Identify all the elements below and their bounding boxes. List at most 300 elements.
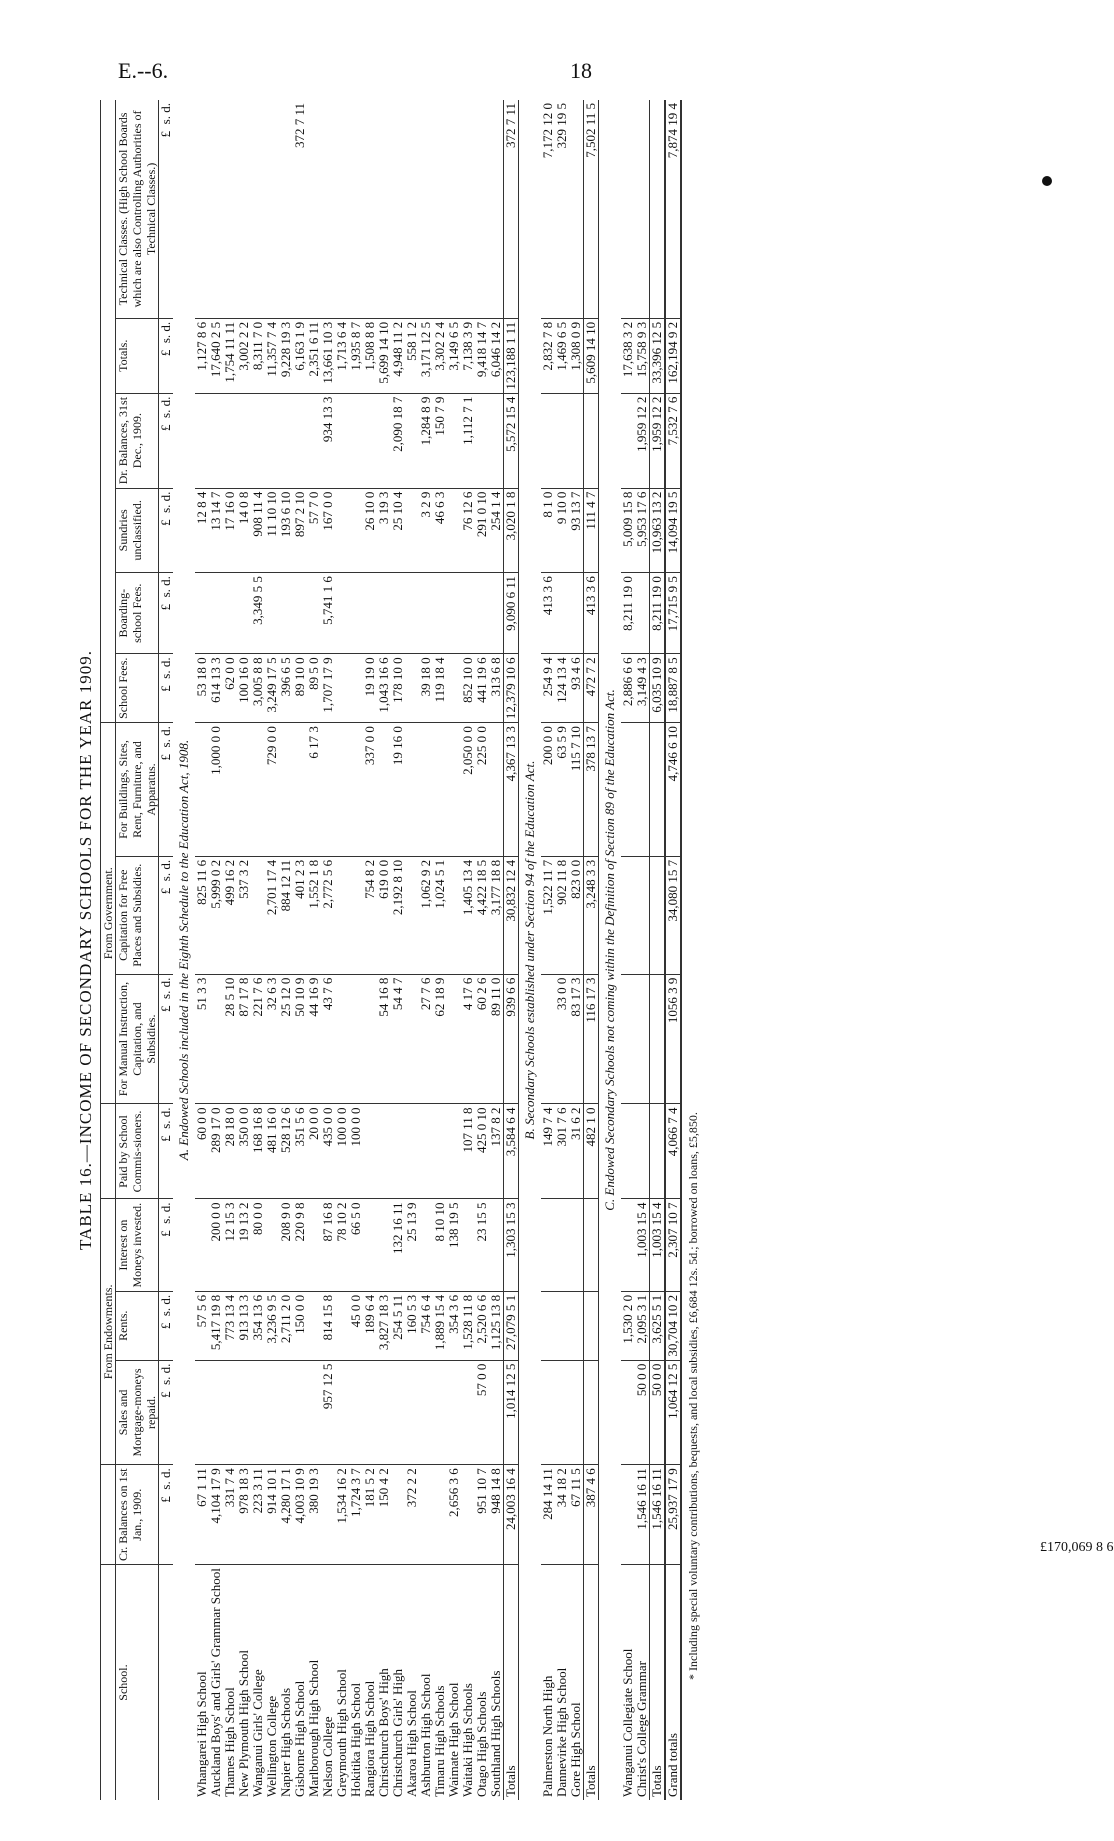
overall-total: £170,069 8 6 — [1040, 1540, 1114, 1555]
amount-cell: 178 10 0 — [391, 654, 405, 723]
amount-cell: 225 0 0 — [475, 723, 489, 857]
amount-cell — [209, 1360, 223, 1465]
amount-cell: 14 0 8 — [237, 488, 251, 573]
amount-cell — [584, 1360, 599, 1465]
amount-cell: 8,311 7 0 — [251, 318, 265, 393]
amount-cell — [307, 573, 321, 654]
amount-cell: 200 0 0 — [541, 723, 555, 857]
amount-cell — [391, 1360, 405, 1465]
amount-cell — [584, 1291, 599, 1360]
amount-cell: 1,530 2 0 — [621, 1291, 635, 1360]
amount-cell: 1,003 15 4 — [635, 1199, 650, 1291]
amount-cell — [195, 573, 209, 654]
amount-cell: 27 7 6 — [419, 974, 433, 1104]
amount-cell — [321, 1465, 335, 1565]
amount-cell — [293, 723, 307, 857]
amount-cell — [293, 1360, 307, 1465]
school-name: Palmerston North High — [540, 1675, 555, 1797]
amount-cell — [307, 1291, 321, 1360]
amount-cell: 76 12 6 — [461, 488, 475, 573]
amount-cell: 3,177 18 8 — [489, 856, 504, 974]
amount-cell — [621, 1104, 635, 1199]
amount-cell — [195, 1199, 209, 1291]
amount-cell: 773 13 4 — [223, 1291, 237, 1360]
amount-cell: 913 13 3 — [237, 1291, 251, 1360]
unit-label: £ s. d. — [159, 974, 174, 1104]
amount-cell: 25 12 0 — [279, 974, 293, 1104]
school-name: Marlborough High School — [306, 1659, 321, 1797]
amount-cell — [433, 573, 447, 654]
amount-cell: 12 15 3 — [223, 1199, 237, 1291]
amount-cell — [251, 1360, 265, 1465]
amount-cell — [447, 654, 461, 723]
amount-cell: 13,661 10 3 — [321, 318, 335, 393]
amount-cell: 729 0 0 — [265, 723, 279, 857]
amount-cell — [391, 100, 405, 318]
amount-cell — [251, 393, 265, 488]
amount-cell — [335, 723, 349, 857]
unit-label: £ s. d. — [159, 1104, 174, 1199]
amount-cell: 254 1 4 — [489, 488, 504, 573]
table-row — [349, 100, 363, 1800]
amount-cell: 1,754 11 11 — [223, 318, 237, 393]
amount-cell: 619 0 0 — [377, 856, 391, 974]
amount-cell: 2,192 8 10 — [391, 856, 405, 974]
amount-cell: 1,043 16 6 — [377, 654, 391, 723]
amount-cell: 291 0 10 — [475, 488, 489, 573]
group-blank — [101, 1104, 116, 1199]
amount-cell — [621, 974, 635, 1104]
amount-cell — [209, 100, 223, 318]
amount-cell: 2,095 3 1 — [635, 1291, 650, 1360]
school-name: Waitaki High Schools — [460, 1683, 475, 1797]
amount-cell: 6,035 10 9 — [650, 654, 666, 723]
amount-cell — [195, 393, 209, 488]
amount-cell: 93 13 7 — [569, 488, 584, 573]
amount-cell — [419, 723, 433, 857]
amount-cell: 100 0 0 — [335, 1104, 349, 1199]
group-blank — [101, 100, 116, 723]
amount-cell: 124 13 4 — [555, 654, 569, 723]
amount-cell: 111 4 7 — [584, 488, 599, 573]
amount-cell — [405, 974, 419, 1104]
amount-cell — [335, 1360, 349, 1465]
amount-cell: 1,127 8 6 — [195, 318, 209, 393]
amount-cell: 3,020 1 8 — [504, 488, 519, 573]
footnote: * Including special voluntary contributions, bequests, and local subsidies, £6,684 12s. 5d.; borrowed on loans, £5,850. — [686, 1112, 700, 1680]
amount-cell — [433, 1465, 447, 1565]
amount-cell: 934 13 3 — [321, 393, 335, 488]
unit-label: £ s. d. — [159, 100, 174, 318]
amount-cell: 852 10 0 — [461, 654, 475, 723]
table-row — [541, 100, 555, 1800]
amount-cell — [635, 856, 650, 974]
amount-cell: 57 5 6 — [195, 1291, 209, 1360]
amount-cell: 413 3 6 — [541, 573, 555, 654]
amount-cell: 372 2 2 — [405, 1465, 419, 1565]
amount-cell — [475, 100, 489, 318]
amount-cell: 20 0 0 — [307, 1104, 321, 1199]
amount-cell — [419, 1360, 433, 1465]
school-name: Auckland Boys' and Girls' Grammar School — [208, 1568, 223, 1797]
amount-cell — [569, 1360, 584, 1465]
amount-cell — [335, 1291, 349, 1360]
amount-cell — [251, 856, 265, 974]
amount-cell — [251, 723, 265, 857]
school-name: Greymouth High School — [334, 1669, 349, 1797]
amount-cell: 3,249 17 5 — [265, 654, 279, 723]
amount-cell: 4,948 11 2 — [391, 318, 405, 393]
school-name: Christ's College Grammar — [634, 1661, 649, 1797]
group-government: From Government. — [101, 723, 116, 1104]
amount-cell — [541, 393, 555, 488]
table-title: TABLE 16.—INCOME OF SECONDARY SCHOOLS FOR THE YEAR 1909. — [76, 650, 95, 1250]
amount-cell: 167 0 0 — [321, 488, 335, 573]
school-name: Totals — [650, 1565, 666, 1800]
amount-cell: 1,405 13 4 — [461, 856, 475, 974]
amount-cell — [349, 1360, 363, 1465]
school-name: Wanganui Girls' College — [250, 1669, 265, 1797]
amount-cell: 93 4 6 — [569, 654, 584, 723]
amount-cell: 2,050 0 0 — [461, 723, 475, 857]
amount-cell — [335, 393, 349, 488]
amount-cell: 137 8 2 — [489, 1104, 504, 1199]
amount-cell: 3 2 9 — [419, 488, 433, 573]
amount-cell: 884 12 11 — [279, 856, 293, 974]
amount-cell: 28 18 0 — [223, 1104, 237, 1199]
amount-cell: 537 3 2 — [237, 856, 251, 974]
amount-cell: 57 0 0 — [475, 1360, 489, 1465]
unit-label: £ s. d. — [159, 573, 174, 654]
amount-cell — [307, 100, 321, 318]
amount-cell: 2,701 17 4 — [265, 856, 279, 974]
amount-cell — [363, 1199, 377, 1291]
amount-cell: 149 7 4 — [541, 1104, 555, 1199]
table-row — [447, 100, 461, 1800]
amount-cell: 23 15 5 — [475, 1199, 489, 1291]
amount-cell: 162,194 9 2 — [665, 318, 681, 393]
school-name: Southland High Schools — [488, 1670, 503, 1797]
unit-label: £ s. d. — [159, 1360, 174, 1465]
amount-cell: 19 13 2 — [237, 1199, 251, 1291]
amount-cell — [433, 100, 447, 318]
amount-cell — [335, 488, 349, 573]
group-endowments: From Endowments. — [101, 1199, 116, 1465]
amount-cell: 123,188 1 11 — [504, 318, 519, 393]
amount-cell: 435 0 0 — [321, 1104, 335, 1199]
amount-cell — [447, 856, 461, 974]
amount-cell — [377, 1199, 391, 1291]
amount-cell: 32 6 3 — [265, 974, 279, 1104]
amount-cell: 472 7 2 — [584, 654, 599, 723]
amount-cell — [650, 1104, 666, 1199]
grand-totals-row — [665, 100, 681, 1800]
amount-cell — [223, 393, 237, 488]
totals-row — [504, 100, 519, 1800]
amount-cell: 254 5 11 — [391, 1291, 405, 1360]
amount-cell — [209, 393, 223, 488]
column-header: Dr. Balances, 31st Dec., 1909. — [116, 393, 159, 488]
school-name: Nelson College — [320, 1716, 335, 1797]
school-name: Akaroa High School — [404, 1690, 419, 1797]
amount-cell — [405, 488, 419, 573]
amount-cell: 914 10 1 — [265, 1465, 279, 1565]
amount-cell — [363, 393, 377, 488]
amount-cell: 2,656 3 6 — [447, 1465, 461, 1565]
amount-cell — [621, 856, 635, 974]
amount-cell — [419, 1465, 433, 1565]
amount-cell: 50 0 0 — [650, 1360, 666, 1465]
amount-cell: 413 3 6 — [584, 573, 599, 654]
amount-cell — [621, 393, 635, 488]
amount-cell — [621, 1360, 635, 1465]
amount-cell — [279, 393, 293, 488]
amount-cell — [363, 100, 377, 318]
amount-cell: 1,125 13 8 — [489, 1291, 504, 1360]
amount-cell: 825 11 6 — [195, 856, 209, 974]
amount-cell: 25 13 9 — [405, 1199, 419, 1291]
table-row — [489, 100, 504, 1800]
amount-cell — [349, 974, 363, 1104]
amount-cell: 19 16 0 — [391, 723, 405, 857]
amount-cell — [223, 723, 237, 857]
amount-cell: 11,357 7 4 — [265, 318, 279, 393]
school-name: New Plymouth High School — [236, 1650, 251, 1797]
amount-cell — [335, 856, 349, 974]
table-row — [475, 100, 489, 1800]
amount-cell: 200 0 0 — [209, 1199, 223, 1291]
amount-cell: 2,832 7 8 — [541, 318, 555, 393]
amount-cell — [349, 393, 363, 488]
amount-cell — [349, 100, 363, 318]
amount-cell: 8 10 10 — [433, 1199, 447, 1291]
amount-cell — [447, 393, 461, 488]
column-header: Rents. — [116, 1291, 159, 1360]
table-row — [621, 100, 635, 1800]
amount-cell: 189 6 4 — [363, 1291, 377, 1360]
amount-cell: 1,112 7 1 — [461, 393, 475, 488]
table-row — [293, 100, 307, 1800]
amount-cell: 1,064 12 5 — [665, 1360, 681, 1465]
amount-cell — [475, 393, 489, 488]
amount-cell: 2,307 10 7 — [665, 1199, 681, 1291]
amount-cell: 221 7 6 — [251, 974, 265, 1104]
amount-cell: 107 11 8 — [461, 1104, 475, 1199]
amount-cell: 902 11 8 — [555, 856, 569, 974]
amount-cell: 53 18 0 — [195, 654, 209, 723]
amount-cell: 7,138 3 9 — [461, 318, 475, 393]
amount-cell — [569, 100, 584, 318]
amount-cell — [555, 1291, 569, 1360]
amount-cell: 372 7 11 — [293, 100, 307, 318]
amount-cell: 150 4 2 — [377, 1465, 391, 1565]
amount-cell: 116 17 3 — [584, 974, 599, 1104]
amount-cell: 401 2 3 — [293, 856, 307, 974]
amount-cell: 3,302 2 4 — [433, 318, 447, 393]
amount-cell — [433, 1360, 447, 1465]
amount-cell — [555, 1199, 569, 1291]
amount-cell: 4,422 18 5 — [475, 856, 489, 974]
amount-cell — [489, 100, 504, 318]
amount-cell — [265, 393, 279, 488]
column-header: Technical Classes. (High School Boards which are also Controlling Authorities of Technical Classes.) — [116, 100, 159, 318]
amount-cell: 3,149 4 3 — [635, 654, 650, 723]
section-heading: B. Secondary Schools established under Section 94 of the Education Act. — [522, 760, 537, 1140]
amount-cell: 948 14 8 — [489, 1465, 504, 1565]
amount-cell: 57 7 0 — [307, 488, 321, 573]
unit-label: £ s. d. — [159, 393, 174, 488]
amount-cell — [621, 1465, 635, 1565]
amount-cell: 5,699 14 10 — [377, 318, 391, 393]
amount-cell: 7,172 12 0 — [541, 100, 555, 318]
column-header: Boarding-school Fees. — [116, 573, 159, 654]
amount-cell: 100 0 0 — [349, 1104, 363, 1199]
amount-cell — [405, 100, 419, 318]
amount-cell: 1,724 3 7 — [349, 1465, 363, 1565]
unit-row — [159, 100, 174, 1800]
amount-cell — [555, 393, 569, 488]
amount-cell: 28 5 10 — [223, 974, 237, 1104]
amount-cell: 1,522 11 7 — [541, 856, 555, 974]
amount-cell: 25,937 17 9 — [665, 1465, 681, 1565]
amount-cell — [349, 654, 363, 723]
amount-cell: 1,959 12 2 — [635, 393, 650, 488]
school-name: Rangiora High School — [362, 1680, 377, 1797]
page-reference: E.--6. — [118, 58, 169, 83]
amount-cell: 978 18 3 — [237, 1465, 251, 1565]
amount-cell — [635, 100, 650, 318]
amount-cell: 24,003 16 4 — [504, 1465, 519, 1565]
amount-cell — [321, 100, 335, 318]
amount-cell — [265, 100, 279, 318]
amount-cell: 54 16 8 — [377, 974, 391, 1104]
amount-cell: 5,609 14 10 — [584, 318, 599, 393]
column-header: Totals. — [116, 318, 159, 393]
school-name: Wellington College — [264, 1695, 279, 1797]
amount-cell: 13 14 7 — [209, 488, 223, 573]
amount-cell: 26 10 0 — [363, 488, 377, 573]
amount-cell — [391, 1465, 405, 1565]
amount-cell — [293, 393, 307, 488]
table-row — [461, 100, 475, 1800]
amount-cell: 17,640 2 5 — [209, 318, 223, 393]
amount-cell — [461, 100, 475, 318]
amount-cell: 8 1 0 — [541, 488, 555, 573]
amount-cell: 43 7 6 — [321, 974, 335, 1104]
amount-cell — [621, 1199, 635, 1291]
amount-cell: 17,638 3 2 — [621, 318, 635, 393]
amount-cell: 558 1 2 — [405, 318, 419, 393]
amount-cell: 897 2 10 — [293, 488, 307, 573]
amount-cell — [279, 1360, 293, 1465]
amount-cell: 957 12 5 — [321, 1360, 335, 1465]
amount-cell: 223 3 11 — [251, 1465, 265, 1565]
amount-cell — [541, 1199, 555, 1291]
amount-cell: 908 11 4 — [251, 488, 265, 573]
amount-cell: 1,534 16 2 — [335, 1465, 349, 1565]
amount-cell — [307, 393, 321, 488]
unit-label: £ s. d. — [159, 723, 174, 857]
amount-cell: 5,009 15 8 — [621, 488, 635, 573]
amount-cell — [237, 100, 251, 318]
table-row — [195, 100, 209, 1800]
amount-cell: 8,211 19 0 — [621, 573, 635, 654]
amount-cell — [195, 100, 209, 318]
column-header: Sundries unclassified. — [116, 488, 159, 573]
amount-cell — [237, 1360, 251, 1465]
amount-cell — [489, 393, 504, 488]
amount-cell — [650, 974, 666, 1104]
amount-cell: 380 19 3 — [307, 1465, 321, 1565]
amount-cell — [223, 100, 237, 318]
school-name: Christchurch Boys' High — [376, 1668, 391, 1797]
amount-cell: 284 14 11 — [541, 1465, 555, 1565]
amount-cell — [405, 856, 419, 974]
amount-cell — [419, 100, 433, 318]
amount-cell: 289 17 0 — [209, 1104, 223, 1199]
unit-label: £ s. d. — [159, 488, 174, 573]
amount-cell: 1,000 0 0 — [209, 723, 223, 857]
school-name: Wanganui Collegiate School — [620, 1648, 635, 1797]
amount-cell: 25 10 4 — [391, 488, 405, 573]
amount-cell — [447, 573, 461, 654]
amount-cell — [349, 723, 363, 857]
amount-cell: 18,887 8 5 — [665, 654, 681, 723]
amount-cell — [419, 1199, 433, 1291]
table-row — [307, 100, 321, 1800]
school-name: Dannevirke High School — [554, 1667, 569, 1797]
amount-cell — [307, 1199, 321, 1291]
amount-cell — [475, 573, 489, 654]
amount-cell: 823 0 0 — [569, 856, 584, 974]
amount-cell: 387 4 6 — [584, 1465, 599, 1565]
column-header: For Manual Instruction, Capitation, and Subsidies. — [116, 974, 159, 1104]
amount-cell — [461, 573, 475, 654]
amount-cell: 46 6 3 — [433, 488, 447, 573]
table-row — [251, 100, 265, 1800]
amount-cell: 138 19 5 — [447, 1199, 461, 1291]
table-row — [377, 100, 391, 1800]
amount-cell: 354 3 6 — [447, 1291, 461, 1360]
table-row — [433, 100, 447, 1800]
column-header-row — [116, 100, 159, 1800]
amount-cell: 7,874 19 4 — [665, 100, 681, 318]
amount-cell: 119 18 4 — [433, 654, 447, 723]
amount-cell: 951 10 7 — [475, 1465, 489, 1565]
amount-cell: 441 19 6 — [475, 654, 489, 723]
amount-cell: 1,308 0 9 — [569, 318, 584, 393]
amount-cell — [349, 488, 363, 573]
amount-cell: 62 0 0 — [223, 654, 237, 723]
amount-cell: 50 10 9 — [293, 974, 307, 1104]
amount-cell: 754 8 2 — [363, 856, 377, 974]
amount-cell — [377, 1360, 391, 1465]
amount-cell — [447, 100, 461, 318]
amount-cell — [237, 723, 251, 857]
amount-cell — [635, 723, 650, 857]
amount-cell — [447, 488, 461, 573]
school-name: Whangarei High School — [194, 1671, 209, 1797]
amount-cell: 2,886 6 6 — [621, 654, 635, 723]
amount-cell: 378 13 7 — [584, 723, 599, 857]
amount-cell — [363, 1104, 377, 1199]
amount-cell — [209, 974, 223, 1104]
amount-cell: 4,280 17 1 — [279, 1465, 293, 1565]
amount-cell: 482 1 0 — [584, 1104, 599, 1199]
table-row — [635, 100, 650, 1800]
amount-cell — [265, 573, 279, 654]
amount-cell: 115 7 10 — [569, 723, 584, 857]
